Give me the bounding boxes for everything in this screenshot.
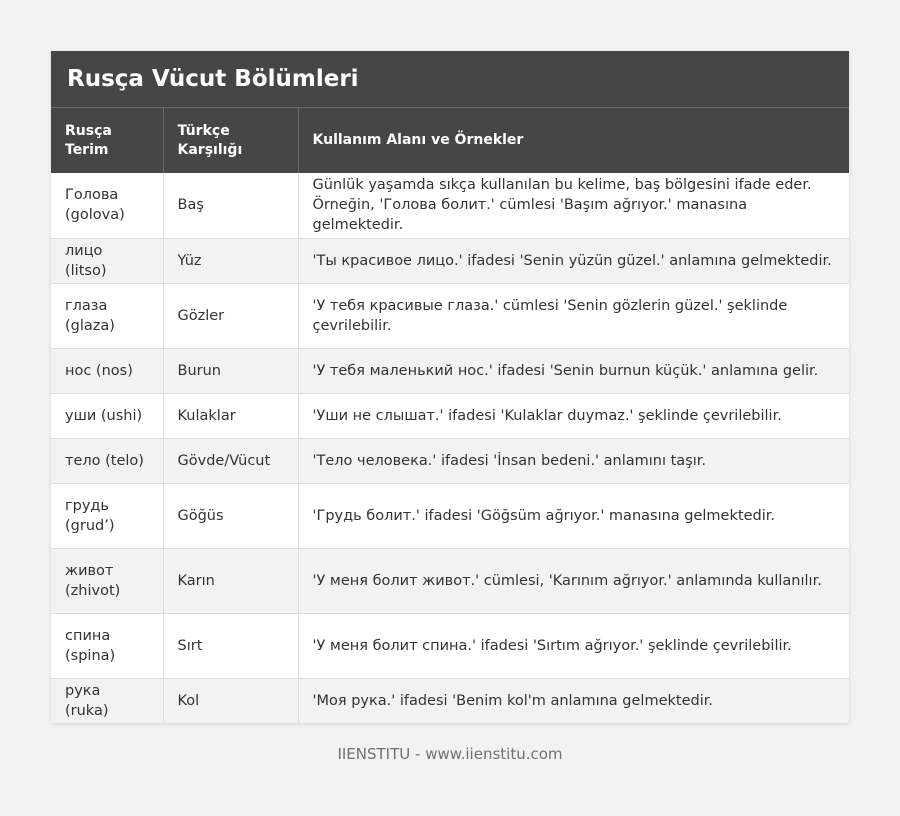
- cell-usage: 'Моя рука.' ifadesi 'Benim kol'm anlamına gelmektedir.: [298, 678, 849, 723]
- cell-russian: грудь (grud’): [51, 483, 163, 548]
- cell-russian: нос (nos): [51, 348, 163, 393]
- cell-russian: спина (spina): [51, 613, 163, 678]
- table-header-row: [51, 108, 849, 173]
- cell-usage: 'Ты красивое лицо.' ifadesi 'Senin yüzün güzel.' anlamına gelmektedir.: [298, 238, 849, 283]
- table-row: [51, 678, 849, 723]
- cell-russian: уши (ushi): [51, 393, 163, 438]
- cell-usage: 'Уши не слышат.' ifadesi 'Kulaklar duymaz.' şeklinde çevrilebilir.: [298, 393, 849, 438]
- cell-turkish: Gözler: [163, 283, 298, 348]
- cell-usage: 'Грудь болит.' ifadesi 'Göğsüm ağrıyor.' manasına gelmektedir.: [298, 483, 849, 548]
- cell-russian: тело (telo): [51, 438, 163, 483]
- table-row: [51, 613, 849, 678]
- column-header-russian: Rusça Terim: [51, 108, 163, 173]
- table-row: [51, 348, 849, 393]
- table-row: [51, 548, 849, 613]
- cell-turkish: Baş: [163, 173, 298, 238]
- column-header-usage: Kullanım Alanı ve Örnekler: [298, 108, 849, 173]
- cell-turkish: Karın: [163, 548, 298, 613]
- table-row: [51, 283, 849, 348]
- cell-usage: 'У тебя маленький нос.' ifadesi 'Senin burnun küçük.' anlamına gelir.: [298, 348, 849, 393]
- cell-usage: Günlük yaşamda sıkça kullanılan bu kelime, baş bölgesini ifade eder. Örneğin, 'Голова болит.' cümlesi 'Başım ağrıyor.' manasına gelmektedir.: [298, 173, 849, 238]
- cell-turkish: Göğüs: [163, 483, 298, 548]
- cell-usage: 'Тело человека.' ifadesi 'İnsan bedeni.' anlamını taşır.: [298, 438, 849, 483]
- cell-turkish: Sırt: [163, 613, 298, 678]
- footer-link[interactable]: IIENSTITU - www.iienstitu.com: [337, 745, 563, 763]
- cell-usage: 'У меня болит спина.' ifadesi 'Sırtım ağrıyor.' şeklinde çevrilebilir.: [298, 613, 849, 678]
- cell-russian: глаза (glaza): [51, 283, 163, 348]
- cell-russian: рука (ruka): [51, 678, 163, 723]
- cell-turkish: Gövde/Vücut: [163, 438, 298, 483]
- cell-turkish: Kulaklar: [163, 393, 298, 438]
- cell-turkish: Kol: [163, 678, 298, 723]
- table-row: [51, 238, 849, 283]
- cell-turkish: Yüz: [163, 238, 298, 283]
- table-row: [51, 483, 849, 548]
- page-title: Rusça Vücut Bölümleri: [51, 51, 849, 108]
- table-row: [51, 393, 849, 438]
- table-row: [51, 438, 849, 483]
- cell-usage: 'У меня болит живот.' cümlesi, 'Karınım ağrıyor.' anlamında kullanılır.: [298, 548, 849, 613]
- vocabulary-table: [51, 108, 849, 723]
- table-row: [51, 173, 849, 238]
- cell-russian: лицо (litso): [51, 238, 163, 283]
- cell-russian: Голова (golova): [51, 173, 163, 238]
- cell-turkish: Burun: [163, 348, 298, 393]
- cell-russian: живот (zhivot): [51, 548, 163, 613]
- vocabulary-card: [51, 51, 849, 723]
- column-header-turkish: Türkçe Karşılığı: [163, 108, 298, 173]
- cell-usage: 'У тебя красивые глаза.' cümlesi 'Senin gözlerin güzel.' şeklinde çevrilebilir.: [298, 283, 849, 348]
